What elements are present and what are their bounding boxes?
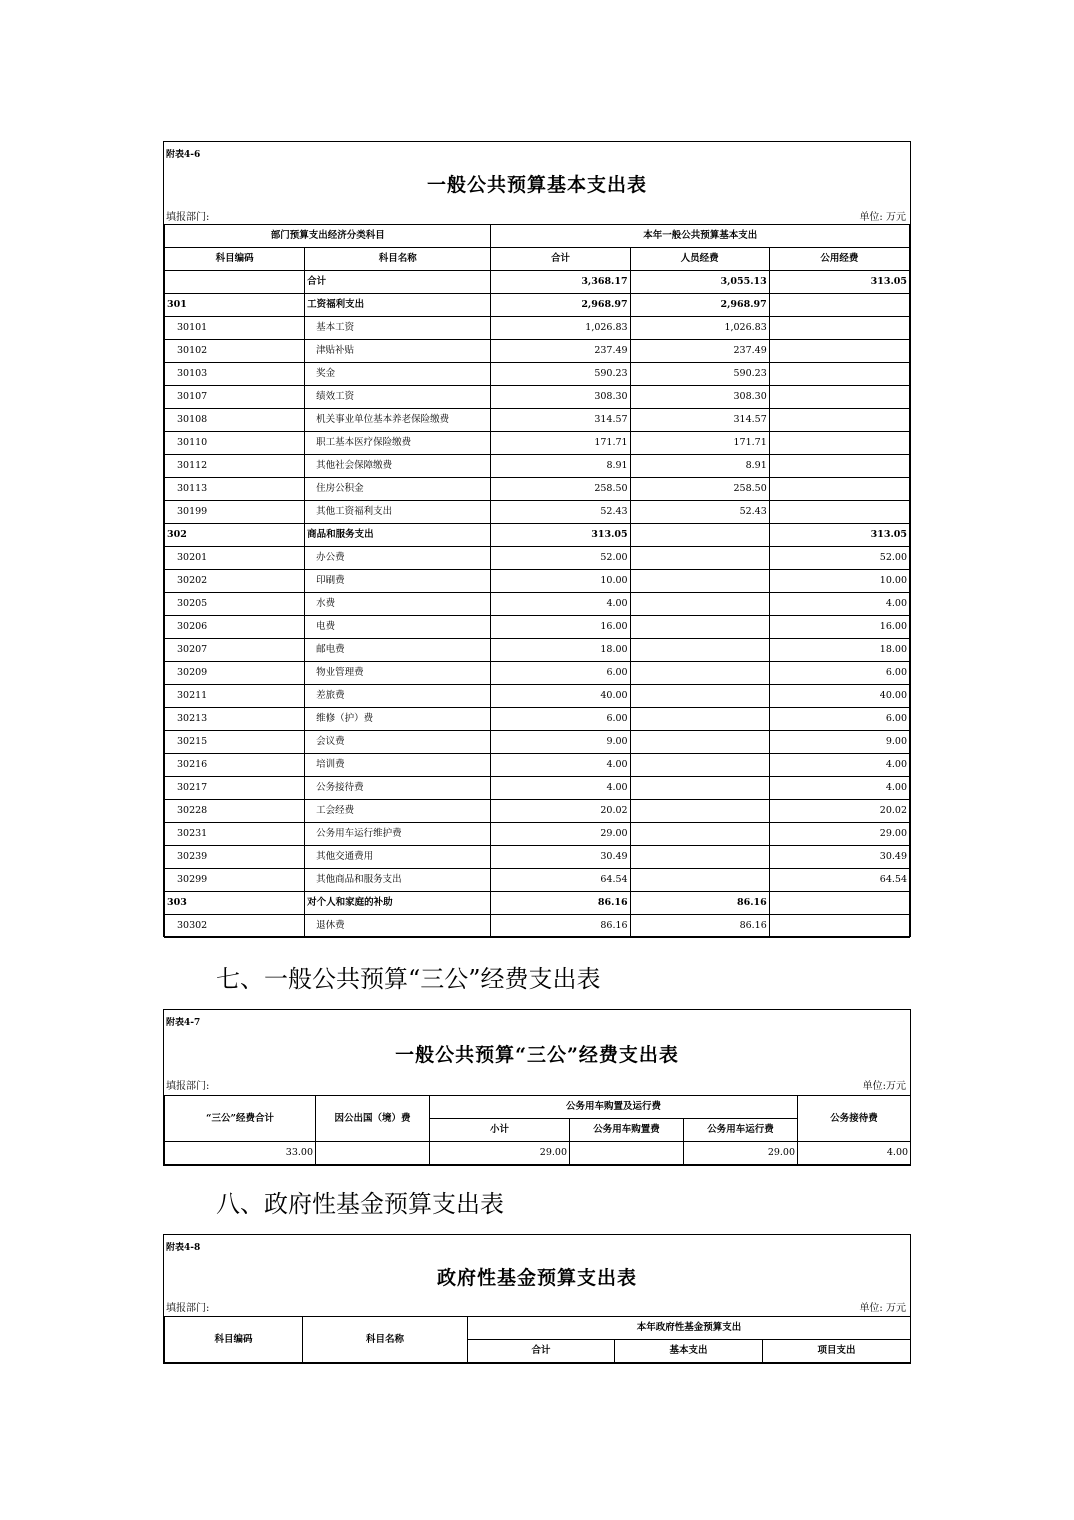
row-code: 30112	[165, 455, 305, 478]
row-total: 6.00	[491, 708, 630, 731]
row-code: 30302	[165, 915, 305, 938]
row-code: 30206	[165, 616, 305, 639]
row-public	[769, 340, 909, 363]
table3-fill-dept: 填报部门:	[166, 1303, 210, 1314]
row-personnel: 258.50	[630, 478, 769, 501]
table3-header-name: 科目名称	[303, 1317, 468, 1363]
table1-header-personnel: 人员经费	[630, 248, 769, 271]
table-row	[165, 639, 910, 662]
basic-expenditure-table	[164, 224, 910, 938]
table1-title: 一般公共预算基本支出表	[426, 174, 647, 196]
row-code: 30217	[165, 777, 305, 800]
row-public	[769, 363, 909, 386]
row-code: 30211	[165, 685, 305, 708]
row-name: 住房公积金	[305, 478, 491, 501]
row-total: 40.00	[491, 685, 630, 708]
row-name: 印刷费	[305, 570, 491, 593]
row-name: 办公费	[305, 547, 491, 570]
row-name: 维修（护）费	[305, 708, 491, 731]
row-personnel	[630, 524, 769, 547]
row-name: 津贴补贴	[305, 340, 491, 363]
table-row	[165, 455, 910, 478]
gov-fund-table	[164, 1316, 911, 1363]
row-personnel	[630, 869, 769, 892]
row-name: 合计	[305, 271, 491, 294]
table-row	[165, 271, 910, 294]
table-row	[165, 616, 910, 639]
row-code: 30239	[165, 846, 305, 869]
table2-header-subtotal: 小计	[430, 1119, 570, 1142]
row-public	[769, 478, 909, 501]
row-total: 308.30	[491, 386, 630, 409]
row-public: 16.00	[769, 616, 909, 639]
row-name: 绩效工资	[305, 386, 491, 409]
table-row	[165, 708, 910, 731]
row-name: 工资福利支出	[305, 294, 491, 317]
table-row	[165, 501, 910, 524]
row-public	[769, 386, 909, 409]
row-total: 313.05	[491, 524, 630, 547]
row-public: 4.00	[769, 777, 909, 800]
row-total: 2,968.97	[491, 294, 630, 317]
table3-header-total: 合计	[468, 1340, 615, 1363]
row-code: 302	[165, 524, 305, 547]
row-total: 4.00	[491, 593, 630, 616]
table2-header-vehicle-group: 公务用车购置及运行费	[430, 1096, 798, 1119]
table2-header-total: “三公”经费合计	[165, 1096, 316, 1142]
row-name: 奖金	[305, 363, 491, 386]
row-public	[769, 915, 909, 938]
row-code: 30209	[165, 662, 305, 685]
table2-value-reception: 4.00	[798, 1142, 911, 1165]
row-total: 9.00	[491, 731, 630, 754]
row-personnel: 2,968.97	[630, 294, 769, 317]
row-personnel: 237.49	[630, 340, 769, 363]
row-personnel	[630, 570, 769, 593]
row-public: 30.49	[769, 846, 909, 869]
row-total: 8.91	[491, 455, 630, 478]
row-total: 1,026.83	[491, 317, 630, 340]
row-public	[769, 294, 909, 317]
row-personnel: 3,055.13	[630, 271, 769, 294]
row-public: 313.05	[769, 271, 909, 294]
table2-value-subtotal: 29.00	[430, 1142, 570, 1165]
table-row	[165, 340, 910, 363]
row-code: 30107	[165, 386, 305, 409]
row-public: 4.00	[769, 754, 909, 777]
row-code: 30213	[165, 708, 305, 731]
row-total: 171.71	[491, 432, 630, 455]
row-name: 其他工资福利支出	[305, 501, 491, 524]
table1-header-name: 科目名称	[305, 248, 491, 271]
row-total: 86.16	[491, 915, 630, 938]
row-name: 其他社会保障缴费	[305, 455, 491, 478]
row-public: 40.00	[769, 685, 909, 708]
table-row	[165, 386, 910, 409]
table-row	[165, 892, 910, 915]
table3-header-basic: 基本支出	[615, 1340, 763, 1363]
row-name: 职工基本医疗保险缴费	[305, 432, 491, 455]
row-personnel: 308.30	[630, 386, 769, 409]
row-code: 30108	[165, 409, 305, 432]
table1-header-public: 公用经费	[769, 248, 909, 271]
row-name: 商品和服务支出	[305, 524, 491, 547]
row-total: 52.43	[491, 501, 630, 524]
row-code: 303	[165, 892, 305, 915]
row-public: 64.54	[769, 869, 909, 892]
row-name: 退休费	[305, 915, 491, 938]
row-total: 237.49	[491, 340, 630, 363]
table-row	[165, 363, 910, 386]
row-total: 18.00	[491, 639, 630, 662]
table3-note: 附表4-8	[166, 1243, 201, 1253]
row-code: 30299	[165, 869, 305, 892]
row-public	[769, 455, 909, 478]
row-total: 30.49	[491, 846, 630, 869]
table2-value-operation: 29.00	[684, 1142, 798, 1165]
row-public	[769, 892, 909, 915]
row-total: 10.00	[491, 570, 630, 593]
row-name: 其他商品和服务支出	[305, 869, 491, 892]
row-total: 29.00	[491, 823, 630, 846]
three-public-table-frame	[163, 1009, 911, 1166]
row-public: 313.05	[769, 524, 909, 547]
row-personnel	[630, 639, 769, 662]
row-personnel: 86.16	[630, 892, 769, 915]
table3-header-project: 项目支出	[763, 1340, 911, 1363]
table-row	[165, 593, 910, 616]
row-total: 6.00	[491, 662, 630, 685]
row-personnel	[630, 846, 769, 869]
row-code: 30201	[165, 547, 305, 570]
row-code: 30207	[165, 639, 305, 662]
row-code: 30202	[165, 570, 305, 593]
table1-unit: 单位: 万元	[859, 212, 906, 223]
row-code: 301	[165, 294, 305, 317]
row-personnel	[630, 593, 769, 616]
row-name: 对个人和家庭的补助	[305, 892, 491, 915]
table-row	[165, 524, 910, 547]
row-code: 30199	[165, 501, 305, 524]
row-public	[769, 317, 909, 340]
row-personnel: 590.23	[630, 363, 769, 386]
row-personnel	[630, 616, 769, 639]
row-total: 314.57	[491, 409, 630, 432]
row-public: 18.00	[769, 639, 909, 662]
table-row	[165, 662, 910, 685]
table1-header-total: 合计	[491, 248, 630, 271]
row-public: 6.00	[769, 708, 909, 731]
row-name: 其他交通费用	[305, 846, 491, 869]
row-name: 机关事业单位基本养老保险缴费	[305, 409, 491, 432]
row-public: 52.00	[769, 547, 909, 570]
row-name: 培训费	[305, 754, 491, 777]
row-code: 30110	[165, 432, 305, 455]
row-total: 64.54	[491, 869, 630, 892]
table-row	[165, 409, 910, 432]
three-public-table	[164, 1095, 911, 1165]
table3-header-code: 科目编码	[165, 1317, 303, 1363]
row-personnel: 1,026.83	[630, 317, 769, 340]
table-row	[165, 570, 910, 593]
table-row	[165, 294, 910, 317]
row-name: 差旅费	[305, 685, 491, 708]
row-personnel: 8.91	[630, 455, 769, 478]
table-row	[165, 823, 910, 846]
table-row	[165, 754, 910, 777]
row-code: 30101	[165, 317, 305, 340]
row-public	[769, 409, 909, 432]
row-name: 会议费	[305, 731, 491, 754]
row-total: 52.00	[491, 547, 630, 570]
section-8-heading: 八、政府性基金预算支出表	[216, 1190, 504, 1218]
row-personnel	[630, 685, 769, 708]
table-row	[165, 915, 910, 938]
table2-note: 附表4-7	[166, 1018, 201, 1028]
table2-header-operation: 公务用车运行费	[684, 1119, 798, 1142]
table2-header-purchase: 公务用车购置费	[570, 1119, 684, 1142]
row-personnel: 171.71	[630, 432, 769, 455]
row-code: 30231	[165, 823, 305, 846]
row-personnel: 314.57	[630, 409, 769, 432]
row-code: 30205	[165, 593, 305, 616]
basic-expenditure-table-frame	[163, 141, 911, 937]
table-row	[165, 869, 910, 892]
table1-header-group-left: 部门预算支出经济分类科目	[165, 225, 491, 248]
row-name: 物业管理费	[305, 662, 491, 685]
table-row	[165, 478, 910, 501]
row-total: 3,368.17	[491, 271, 630, 294]
section-7-heading: 七、一般公共预算“三公”经费支出表	[216, 965, 601, 993]
row-personnel	[630, 823, 769, 846]
table2-value-purchase	[570, 1142, 684, 1165]
row-total: 4.00	[491, 777, 630, 800]
row-name: 公务接待费	[305, 777, 491, 800]
row-public: 10.00	[769, 570, 909, 593]
table1-header-group-right: 本年一般公共预算基本支出	[491, 225, 910, 248]
row-name: 邮电费	[305, 639, 491, 662]
row-personnel: 86.16	[630, 915, 769, 938]
row-personnel: 52.43	[630, 501, 769, 524]
table3-unit: 单位: 万元	[859, 1303, 906, 1314]
table-row	[165, 317, 910, 340]
table2-unit: 单位:万元	[862, 1081, 906, 1092]
row-public: 6.00	[769, 662, 909, 685]
row-personnel	[630, 547, 769, 570]
row-name: 公务用车运行维护费	[305, 823, 491, 846]
table-row	[165, 800, 910, 823]
row-personnel	[630, 662, 769, 685]
table-row	[165, 685, 910, 708]
table1-note: 附表4-6	[166, 150, 201, 160]
row-code	[165, 271, 305, 294]
row-total: 590.23	[491, 363, 630, 386]
table1-fill-dept: 填报部门:	[166, 212, 210, 223]
row-code: 30113	[165, 478, 305, 501]
row-code: 30216	[165, 754, 305, 777]
row-public	[769, 432, 909, 455]
row-public: 20.02	[769, 800, 909, 823]
row-code: 30215	[165, 731, 305, 754]
table3-header-group: 本年政府性基金预算支出	[468, 1317, 911, 1340]
row-total: 258.50	[491, 478, 630, 501]
table-row	[165, 777, 910, 800]
table2-title: 一般公共预算“三公”经费支出表	[395, 1044, 679, 1066]
table2-header-abroad: 因公出国（境）费	[316, 1096, 430, 1142]
row-personnel	[630, 777, 769, 800]
table1-header-code: 科目编码	[165, 248, 305, 271]
row-code: 30228	[165, 800, 305, 823]
row-code: 30103	[165, 363, 305, 386]
row-public: 29.00	[769, 823, 909, 846]
table2-value-abroad	[316, 1142, 430, 1165]
row-name: 工会经费	[305, 800, 491, 823]
row-name: 水费	[305, 593, 491, 616]
row-total: 16.00	[491, 616, 630, 639]
row-code: 30102	[165, 340, 305, 363]
table-row	[165, 547, 910, 570]
table-row	[165, 432, 910, 455]
table2-header-reception: 公务接待费	[798, 1096, 911, 1142]
table-row	[165, 846, 910, 869]
table2-fill-dept: 填报部门:	[166, 1081, 210, 1092]
row-personnel	[630, 708, 769, 731]
row-public	[769, 501, 909, 524]
table3-title: 政府性基金预算支出表	[436, 1267, 637, 1289]
row-personnel	[630, 731, 769, 754]
row-public: 9.00	[769, 731, 909, 754]
table2-value-total: 33.00	[165, 1142, 316, 1165]
row-name: 基本工资	[305, 317, 491, 340]
row-personnel	[630, 754, 769, 777]
row-total: 4.00	[491, 754, 630, 777]
row-name: 电费	[305, 616, 491, 639]
row-total: 20.02	[491, 800, 630, 823]
gov-fund-table-frame	[163, 1234, 911, 1364]
row-total: 86.16	[491, 892, 630, 915]
table-row	[165, 731, 910, 754]
row-public: 4.00	[769, 593, 909, 616]
row-personnel	[630, 800, 769, 823]
